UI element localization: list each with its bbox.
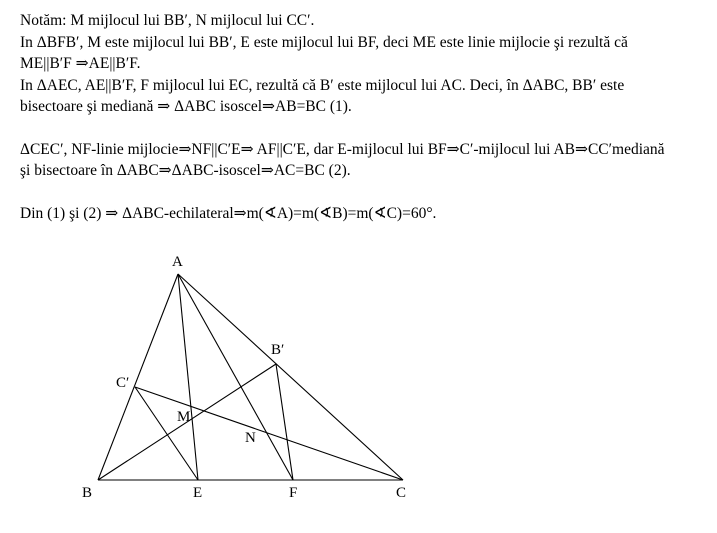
label-b: B bbox=[82, 485, 93, 501]
label-f: F bbox=[289, 485, 298, 501]
segment-c-prime-e bbox=[135, 387, 198, 480]
label-a: A bbox=[172, 254, 183, 270]
text-line: şi bisectoare în ΔABC⇒ΔABC-isoscel⇒AC=BC (2). bbox=[20, 162, 351, 179]
text-line: ΔCEC′, NF-linie mijlocie⇒NF||C′E⇒ AF||C′E, dar E-mijlocul lui BF⇒C′-mijlocul lui AB⇒CC′mediană bbox=[20, 140, 665, 158]
text-line: Din (1) şi (2) ⇒ ΔABC-echilateral⇒m(∢A)=m(∢B)=m(∢C)=60°. bbox=[20, 204, 437, 222]
label-c-prime: C′ bbox=[116, 375, 130, 391]
text-line: In ΔBFB′, M este mijlocul lui BB′, E este mijlocul lui BF, deci ME este linie mijlocie şi rezultă că bbox=[20, 33, 628, 51]
label-b-prime: B′ bbox=[271, 342, 285, 358]
segment-b-prime-f bbox=[276, 364, 293, 480]
label-c: C bbox=[396, 485, 407, 501]
segment-cc-prime bbox=[135, 387, 403, 480]
text-line: ME||B′F ⇒AE||B′F. bbox=[20, 55, 141, 72]
label-m: M bbox=[177, 409, 191, 425]
text-line: bisectoare şi mediană ⇒ ΔABC isoscel⇒AB=BC (1). bbox=[20, 98, 352, 115]
text-line: In ΔAEC, AE||B′F, F mijlocul lui EC, rezultă că B′ este mijlocul lui AC. Deci, în ΔABC, BB′ este bbox=[20, 76, 625, 94]
side-ac bbox=[178, 274, 403, 480]
text-line: Notăm: M mijlocul lui BB′, N mijlocul lui CC′. bbox=[20, 12, 315, 29]
side-ab bbox=[98, 274, 178, 480]
label-n: N bbox=[245, 430, 256, 446]
label-e: E bbox=[193, 485, 203, 501]
